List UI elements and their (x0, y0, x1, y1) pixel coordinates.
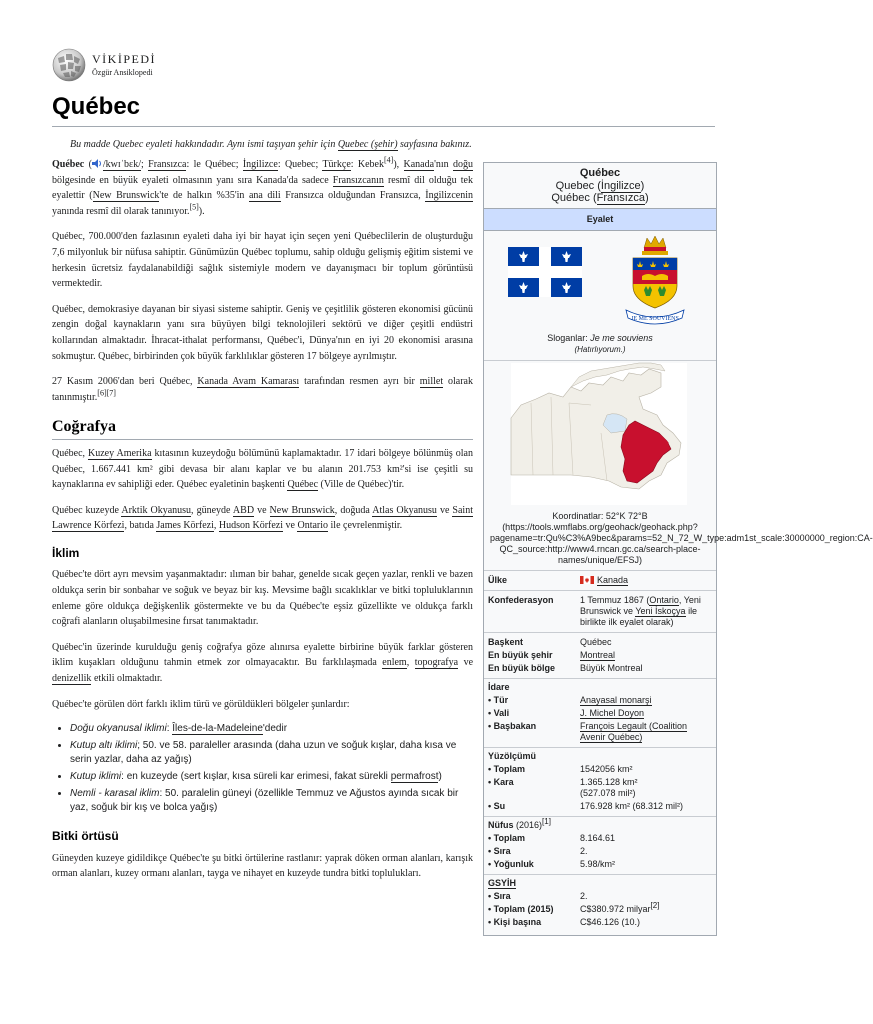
link-kanada[interactable]: Kanada (403, 159, 435, 170)
list-item: • Kutup altı iklimi; 50. ve 58. paraleller arasında (daha uzun ve soğuk kışlar, daha kısa ve serin yazlar, daha az yağış) (70, 739, 473, 767)
link-saint-lawrence[interactable]: Saint Lawrence Körfezi (52, 504, 473, 532)
infobox-motto: Sloganlar: Je me souviens (Hatırlıyorum.) (484, 331, 716, 361)
link-enlem[interactable]: enlem (382, 657, 407, 669)
hatnote: Bu madde Quebec eyaleti hakkındadır. Aynı ismi taşıyan şehir için Quebec (şehir) sayfasına bakınız. (70, 139, 472, 150)
link-fransizca-lang[interactable]: Fransızca (148, 159, 187, 170)
infobox-row-baskent: Başkent Québec (484, 632, 716, 649)
link-infobox-anayasal-monarsi[interactable]: Anayasal monarşi (580, 695, 652, 705)
link-ingilizce-lang[interactable]: İngilizce (242, 159, 278, 170)
canada-flag-icon (580, 576, 594, 584)
link-infobox-yeni-iskocya[interactable]: Yeni İskoçya (635, 606, 686, 616)
list-item: • Doğu okyanusal iklimi: Îles-de-la-Madeleine'dedir (70, 722, 473, 736)
infobox-head-gsyih (484, 874, 716, 890)
quebec-flag-icon[interactable] (508, 247, 582, 297)
infobox-row-vali: • Vali J. Michel Doyon (488, 708, 645, 718)
infobox-locator-map[interactable] (484, 361, 716, 509)
climate-list (52, 722, 473, 815)
coat-of-arms-icon[interactable] (620, 234, 690, 329)
infobox-coordinates[interactable]: Koordinatlar: 52°K 72°B (https://tools.wmflabs.org/geohack/geohack.php?pagename=tr:Qu%C3%A9bec&params=52_N_72_W_type:adm1st_scale:30000000_region:CA-QC_source:http://www4.rncan.gc.ca/search-place-names/unique/EFSJ) (484, 509, 716, 571)
infobox-row-kisi-basina: • Kişi başına C$46.126 (10.) (488, 917, 641, 927)
infobox-row-gsyih-toplam: • Toplam (2015) C$380.972 milyar[2] (488, 901, 660, 914)
lead-paragraph-2: Québec, 700.000'den fazlasının eyaleti daha iyi bir hayat için seçen yeni Québeclilerin de oluşturduğu 7,6 milyonluk bir nüfusa sahiptir. Günümüzün Québec toplumu, sahip olduğu gelişmiş eğitim sistemi ve herkesin ücretsiz faydalanabildiği sağlık sistemiyle modern ve dayanışmacı bir toplum görüntüsü vermektedir. (52, 231, 473, 290)
list-item: • Kutup iklimi: en kuzeyde (sert kışlar, kısa süreli kar erimesi, fakat sürekli permafrost) (70, 770, 473, 784)
infobox-head-yuzolcumu: Yüzölçümü (484, 747, 716, 763)
hatnote-link-quebec-city[interactable]: Quebec (şehir) (337, 139, 398, 150)
ref-pop-1[interactable]: [1] (542, 817, 551, 826)
ref-6-7[interactable]: [6][7] (97, 388, 116, 398)
ipa-link[interactable]: /kwɪˈbɛk/ (102, 159, 141, 170)
climate-paragraph-3: Québec'te görülen dört farklı iklim türü ve görüldükleri bölgeler şunlardır: (52, 698, 350, 710)
link-permafrost[interactable]: permafrost (390, 771, 439, 783)
infobox (483, 162, 873, 936)
infobox-row-alan-su: • Su 176.928 km² (68.312 mil²) (488, 801, 684, 811)
link-turkce-lang[interactable]: Türkçe (322, 159, 351, 170)
link-hudson-korfezi[interactable]: Hudson Körfezi (218, 520, 284, 532)
link-ana-dili[interactable]: ana dili (248, 190, 281, 202)
link-infobox-fransizca[interactable]: Fransızca (596, 192, 645, 204)
climate-paragraph-2: Québec'in üzerinde kurulduğu geniş coğrafya göze alınırsa eyalette birbirine büyük farklar gösteren iklim kuşakları olduğunu tahmin etmek zor olmayacaktır. Bu farklılaşmada enlem, topografya ve denizellik etkili olmaktadır. (52, 641, 474, 685)
link-topografya[interactable]: topografya (414, 657, 459, 669)
link-infobox-ingilizce[interactable]: İngilizce (600, 180, 641, 192)
infobox-row-konfederasyon: Konfederasyon 1 Temmuz 1867 (Ontario, Yeni Brunswick ve Yeni İskoçya ile birlikte ilk eyalet olarak) (484, 590, 716, 629)
link-ontario[interactable]: Ontario (297, 520, 329, 532)
site-logo[interactable] (52, 48, 252, 84)
link-james-korfezi[interactable]: James Körfezi (156, 520, 214, 532)
link-infobox-kanada[interactable]: Kanada (597, 575, 629, 585)
infobox-row-en-buyuk-sehir: En büyük şehir Montreal (488, 650, 616, 660)
infobox-row-alan-kara: • Kara 1.365.128 km² (527.078 mil²) (488, 777, 638, 798)
link-quebec-city[interactable]: Québec (287, 479, 319, 491)
canada-locator-map (511, 363, 687, 505)
link-atlas-okyanusu[interactable]: Atlas Okyanusu (372, 504, 437, 516)
link-kanada-avam-kamarasi[interactable]: Kanada Avam Kamarası (197, 376, 300, 388)
geo-paragraph-2: Québec kuzeyde Arktik Okyanusu, güneyde ABD ve New Brunswick, doğuda Atlas Okyanusu ve Saint Lawrence Körfezi, batıda James Körfezi, Hudson Körfezi ve Ontario ile çevrelenmiştir. (52, 504, 473, 532)
list-item: • Nemli - karasal iklim: 50. paralelin güneyi (özellikle Temmuz ve Ağustos ayında sıcak bir yaz, soğuk bir kış ve bolca yağış) (70, 787, 473, 815)
section-heading-bitki-ortusu: Bitki örtüsü (52, 829, 119, 844)
geo-paragraph-1: Québec, Kuzey Amerika kıtasının kuzeydoğu bölümünü kaplamaktadır. 17 idari bölgeye bölünmüş olan Québec, 1.667.441 km² gibi devasa bir alanı kaplar ve bu alanın 201.753 km²'si ise çeşitli su kaynaklarına ev sahipliği eder. Québec eyaletinin başkenti Québec (Ville de Québec)'tir. (52, 447, 473, 491)
page-title: Québec (52, 93, 141, 120)
link-ingilizce[interactable]: İngilizcenin (425, 190, 474, 202)
infobox-emblems (484, 231, 716, 331)
infobox-row-nufus-toplam: • Toplam 8.164.61 (488, 833, 616, 843)
infobox-row-tur: • Tür Anayasal monarşi (488, 695, 652, 705)
infobox-row-basbakan: • Başbakan François Legault (Coalition Avenir Québec) (488, 721, 688, 742)
infobox-title: Québec Quebec (İngilizce) Québec (Fransızca) (551, 167, 649, 204)
link-fransizca[interactable]: Fransızcanın (332, 174, 384, 186)
link-arktik-okyanusu[interactable]: Arktik Okyanusu (121, 504, 192, 516)
section-heading-cografya: Coğrafya (52, 419, 473, 440)
link-new-brunswick[interactable]: New Brunswick (92, 190, 160, 202)
logo-tagline: Özgür Ansiklopedi (92, 68, 153, 77)
link-millet[interactable]: millet (419, 376, 444, 388)
ref-5[interactable]: [5] (189, 202, 199, 212)
infobox-head-idare: İdare (484, 678, 716, 694)
lead-paragraph-3: Québec, demokrasiye dayanan bir siyasi sisteme sahiptir. Geniş ve çeşitlilik gösteren ekonomisi gücünü zengin doğal kaynakların yanı sıra büyüyen bilgi teknolojileri sektörü ve diğer çeşitli endüstri kollarından almaktadır. İhracat-ithalat performansı, Québec'i, Dünya'nın en iyi 20 ekonomisi arasına sokmuştur. Québec, birbirinden çok büyük farklılıklar gösteren 17 bölgeye ayrılmıştır. (52, 303, 473, 362)
lead-paragraph-4: 27 Kasım 2006'dan beri Québec, Kanada Avam Kamarası tarafından resmen ayrı bir millet olarak tanınmıştır.[6][7] (52, 376, 473, 403)
link-infobox-basbakan[interactable]: François Legault (Coalition Avenir Québec) (580, 721, 688, 742)
infobox-subheader: Eyalet (484, 208, 716, 231)
infobox-row-ulke: Ülke Kanada (488, 575, 629, 585)
link-abd[interactable]: ABD (232, 504, 255, 516)
link-infobox-gsyih[interactable]: GSYİH (488, 878, 517, 888)
link-kuzey-amerika[interactable]: Kuzey Amerika (88, 447, 152, 459)
link-infobox-ontario[interactable]: Ontario (649, 595, 679, 605)
ref-4[interactable]: [4] (384, 155, 394, 165)
wikipedia-globe-icon (52, 48, 86, 82)
flora-paragraph-1: Güneyden kuzeye gidildikçe Québec'te şu bitki örtülerine rastlanır: yaprak döken orman alanları, karışık orman alanları, kuzey ormanı alanları, tayga ve nihayet en kuzeyde tundra bitki toplulukları. (52, 852, 473, 880)
infobox-row-nufus-sira: • Sıra 2. (488, 846, 588, 856)
section-heading-iklim: İklim (52, 545, 80, 560)
link-dogu[interactable]: doğu (453, 159, 473, 170)
lead-paragraph-1: Québec ( /kwɪˈbɛk/; Fransızca: le Québec; İngilizce: Quebec; Türkçe: Kebek[4]), Kanada'nın doğu bölgesinde en büyük eyaleti olmasının yanı sıra Kanada'da sadece Fransızcanın resmî dil olduğu tek eyalettir (New Brunswick'te de halkın %35'in ana dili Fransızca olduğundan Fransızca, İngilizcenin yanında resmî dil olarak tanınıyor.[5]). (52, 155, 474, 217)
link-denizellik[interactable]: denizellik (52, 673, 92, 685)
infobox-row-alan-toplam: • Toplam 1542056 km² (488, 764, 633, 774)
link-iles-de-la-madeleine[interactable]: Îles-de-la-Madeleine (172, 723, 263, 735)
link-new-brunswick-2[interactable]: New Brunswick (269, 504, 335, 516)
logo-wordmark: VİKİPEDİ (92, 52, 156, 66)
coat-motto-text: JE ME SOUVIENS (631, 316, 679, 322)
link-infobox-montreal[interactable]: Montreal (580, 650, 616, 660)
infobox-row-yogunluk: • Yoğunluk 5.98/km² (488, 859, 616, 869)
infobox-row-en-buyuk-bolge: En büyük bölge Büyük Montreal (488, 663, 643, 673)
link-infobox-vali[interactable]: J. Michel Doyon (580, 708, 645, 718)
climate-paragraph-1: Québec'te dört ayrı mevsim yaşanmaktadır: ılıman bir bahar, genelde sıcak geçen yazlar, renkli ve bazen oldukça serin bir sonbahar ve soğuk ve beyaz bir kış. Mevsime bağlı sıcaklıklar ve bitki topluluklarının enleme göre oldukça değişkenlik göstermekte ve bu da Québec'te eşsiz güzellikte ve oldukça farklı coğrafi alanların oluşabilmesine fırsat tanımaktadır. (52, 569, 473, 628)
infobox-row-gsyih-sira: • Sıra 2. (488, 891, 588, 901)
title-divider (52, 126, 715, 127)
audio-speaker-icon[interactable] (92, 159, 103, 168)
article-body (52, 157, 473, 892)
infobox-head-nufus: Nüfus (2016)[1] (484, 816, 716, 832)
ref-gdp-2[interactable]: [2] (650, 901, 660, 910)
